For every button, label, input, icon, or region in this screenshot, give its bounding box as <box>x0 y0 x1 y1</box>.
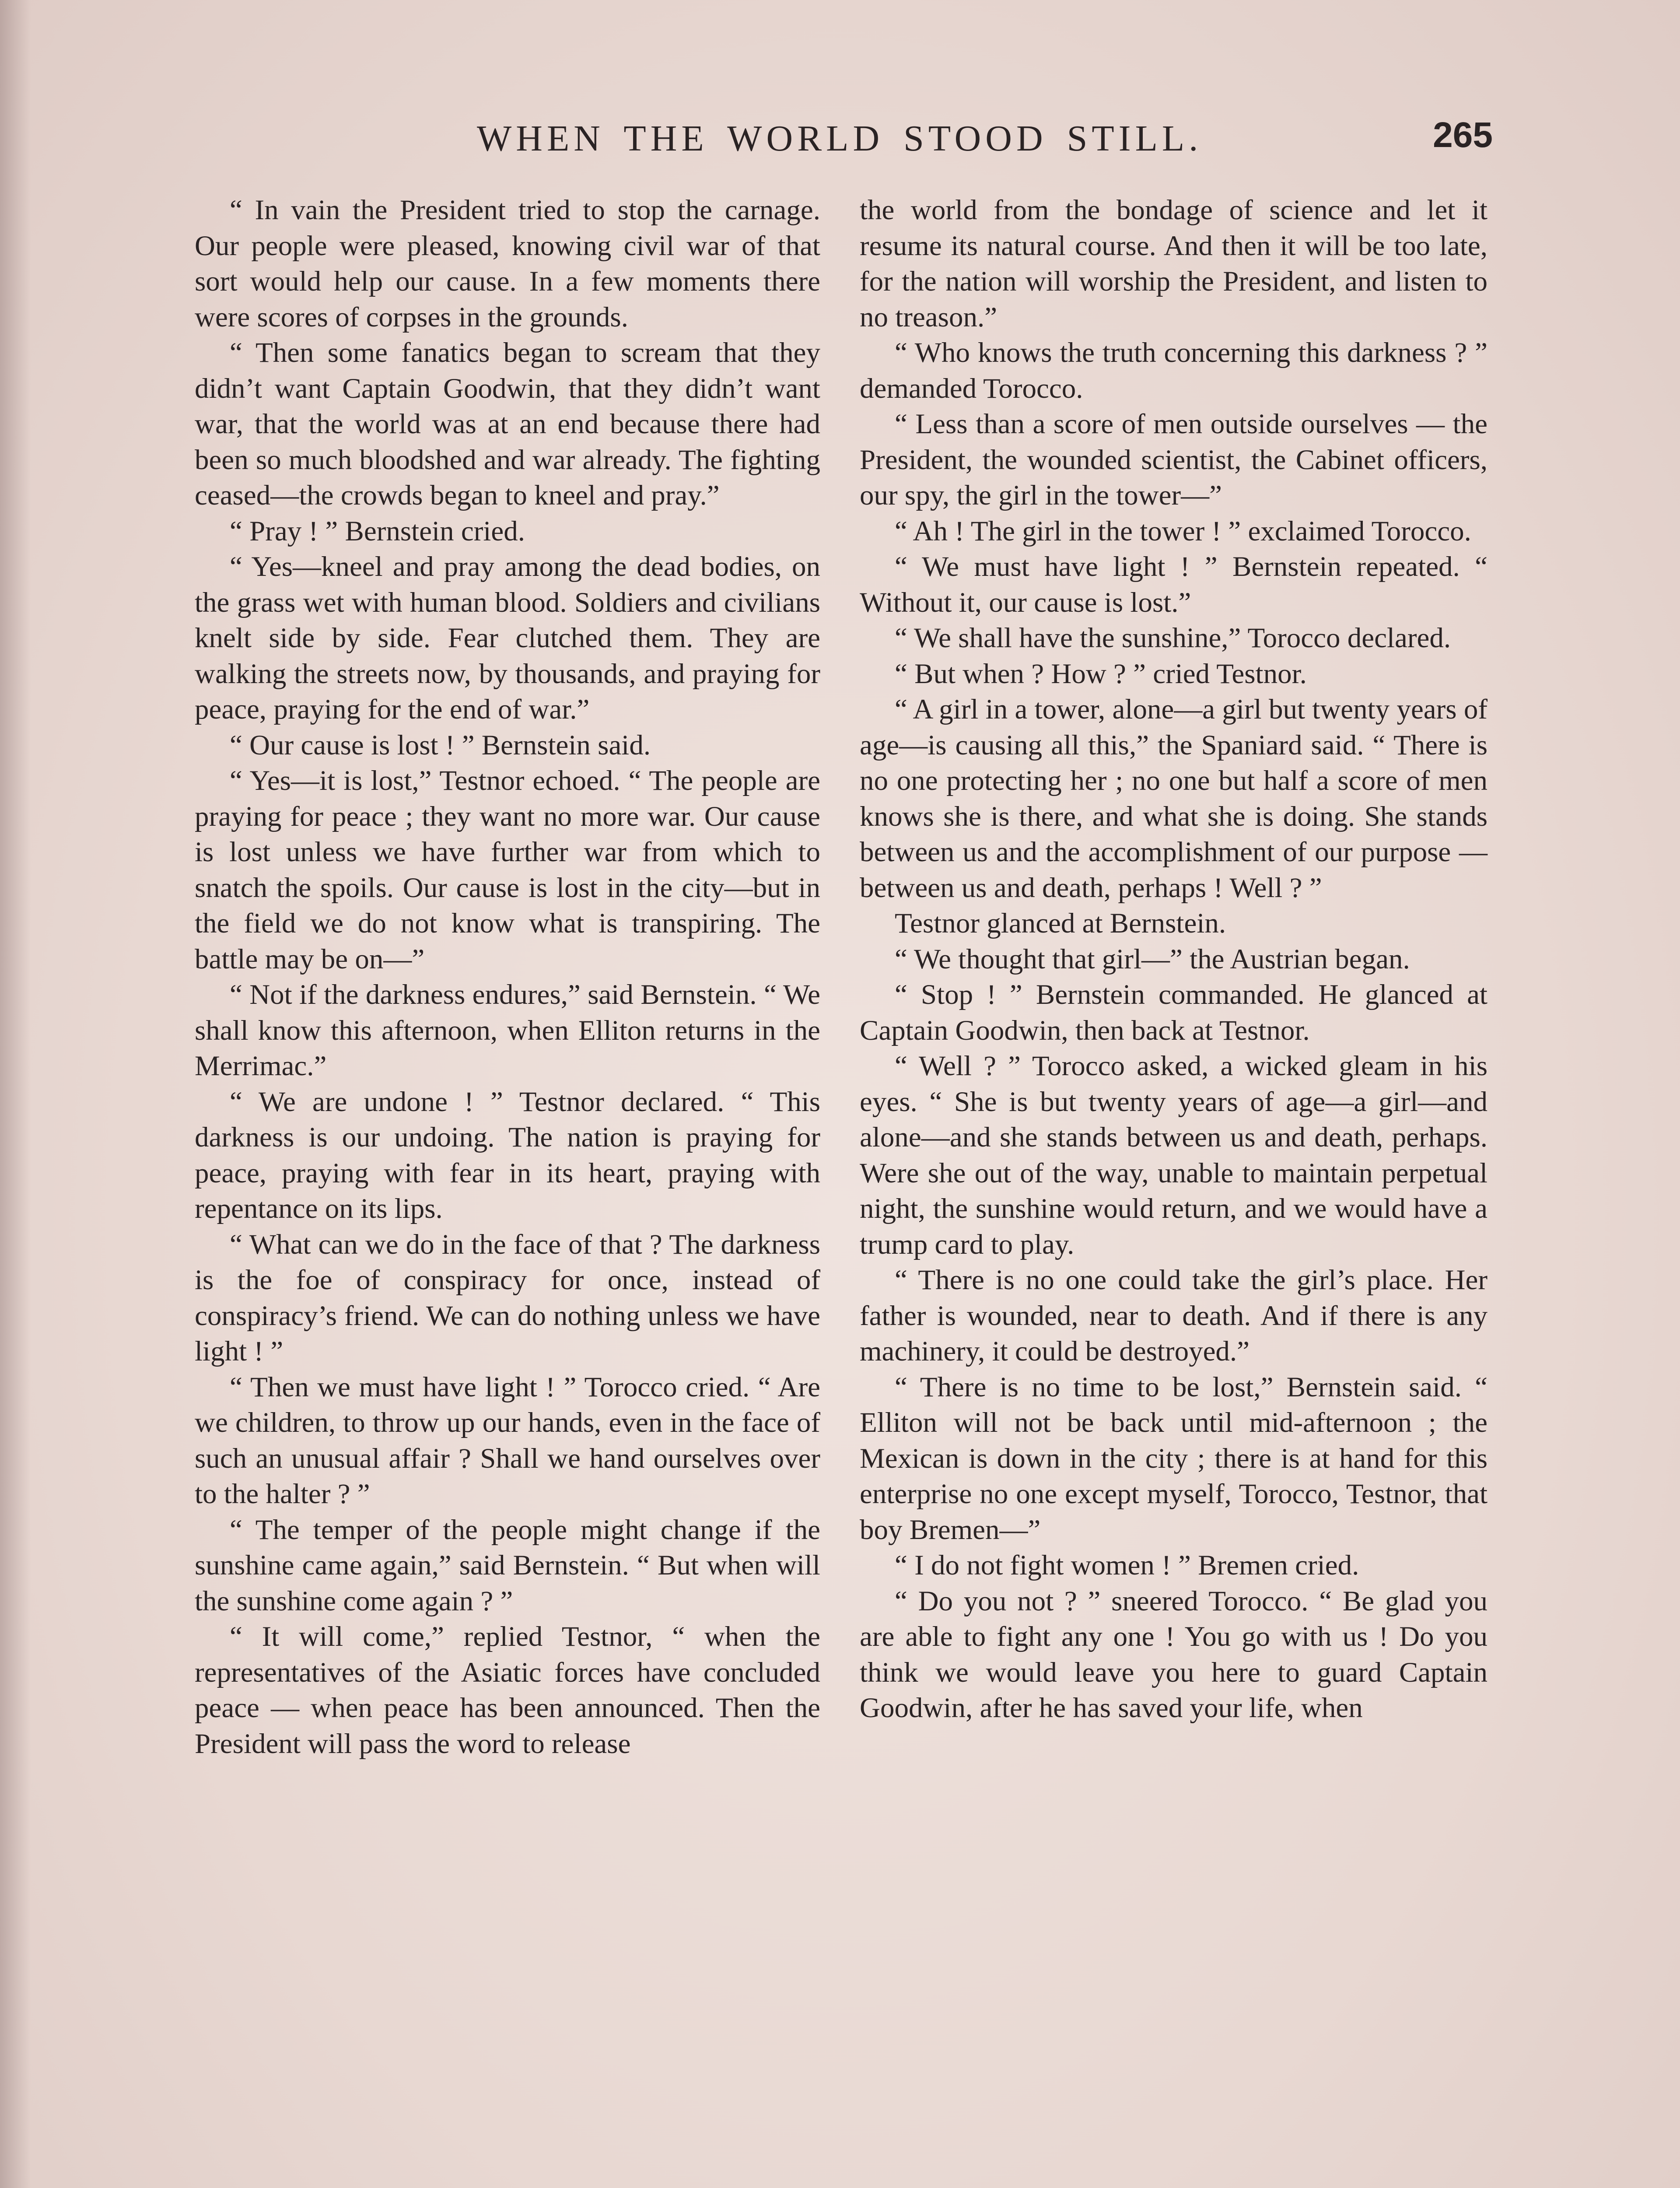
paragraph: “ Then some fanatics began to scream that they didn’t want Captain Goodwin, that they didn’t want war, that the world was at an end because there had been so much bloodshed and war already. The fighting ceased—the crowds began to kneel and pray.” <box>195 337 820 511</box>
paragraph: “ Not if the darkness endures,” said Bernstein. “ We shall know this afternoon, when Elliton returns in the Merrimac.” <box>195 979 820 1082</box>
paragraph: “ What can we do in the face of that ? The darkness is the foe of conspiracy for once, instead of conspiracy’s friend. We can do nothing unless we have light ! ” <box>195 1228 820 1367</box>
page-number: 265 <box>1433 115 1493 155</box>
paragraph: “ Do you not ? ” sneered Torocco. “ Be glad you are able to fight any one ! You go with us ! Do you think we would leave you here to guard Captain Goodwin, after he has saved your life, when <box>860 1585 1488 1724</box>
paragraph: “ We shall have the sunshine,” Torocco declared. <box>895 622 1451 654</box>
paragraph: “ A girl in a tower, alone—a girl but twenty years of age—is causing all this,” the Spaniard said. “ There is no one protecting her ; no one but half a score of men knows she is there, and what she is doing. She stands between us and the accomplishment of our purpose — between us and death, perhaps ! Well ? ” <box>860 694 1488 904</box>
paragraph: “ We thought that girl—” the Austrian began. <box>895 943 1410 975</box>
paragraph: “ In vain the President tried to stop the carnage. Our people were pleased, knowing civil war of that sort would help our cause. In a few moments there were scores of corpses in the grounds. <box>195 194 820 333</box>
paragraph: “ I do not fight women ! ” Bremen cried. <box>895 1550 1359 1581</box>
paragraph: “ Stop ! ” Bernstein commanded. He glanced at Captain Goodwin, then back at Testnor. <box>860 979 1488 1046</box>
paragraph: “ We are undone ! ” Testnor declared. “ This darkness is our undoing. The nation is praying for peace, praying with fear in its heart, praying with repentance on its lips. <box>195 1086 820 1224</box>
paragraph: “ Yes—it is lost,” Testnor echoed. “ The people are praying for peace ; they want no more war. Our cause is lost unless we have further war from which to snatch the spoils. Our cause is lost in the city—but in the field we do not know what is transpiring. The battle may be on—” <box>195 765 820 975</box>
paragraph: “ Our cause is lost ! ” Bernstein said. <box>230 729 651 761</box>
paragraph: “ Yes—kneel and pray among the dead bodies, on the grass wet with human blood. Soldiers and civilians knelt side by side. Fear clutched them. They are walking the streets now, by thousands, and praying for peace, praying for the end of war.” <box>195 551 820 725</box>
paragraph: “ Less than a score of men outside ourselves — the President, the wounded scientist, the Cabinet officers, our spy, the girl in the tower—” <box>860 408 1488 511</box>
paragraph-continued: the world from the bondage of science and let it resume its natural course. And then it will be too late, for the nation will worship the President, and listen to no treason.” <box>860 194 1488 333</box>
paragraph: “ Then we must have light ! ” Torocco cried. “ Are we children, to throw up our hands, even in the face of such an unusual affair ? Shall we hand ourselves over to the halter ? ” <box>195 1371 820 1510</box>
paragraph: “ It will come,” replied Testnor, “ when the representatives of the Asiatic forces have concluded peace — when peace has been announced. Then the President will pass the word to release <box>195 1621 820 1760</box>
paragraph: “ There is no one could take the girl’s place. Her father is wounded, near to death. And if there is any machinery, it could be destroyed.” <box>860 1264 1488 1367</box>
paragraph: “ The temper of the people might change if the sunshine came again,” said Bernstein. “ But when will the sunshine come again ? ” <box>195 1514 820 1617</box>
paragraph: “ We must have light ! ” Bernstein repeated. “ Without it, our cause is lost.” <box>860 551 1488 618</box>
paragraph: “ Who knows the truth concerning this darkness ? ” demanded Torocco. <box>860 337 1488 404</box>
paragraph: “ There is no time to be lost,” Bernstein said. “ Elliton will not be back until mid-afternoon ; the Mexican is down in the city ; there is at hand for this enterprise no one except myself, Torocco, Testnor, that boy Bremen—” <box>860 1371 1488 1546</box>
paragraph: “ But when ? How ? ” cried Testnor. <box>895 658 1307 690</box>
paragraph: “ Ah ! The girl in the tower ! ” exclaimed Torocco. <box>895 515 1471 547</box>
paragraph: Testnor glanced at Bernstein. <box>895 908 1226 939</box>
running-title: WHEN THE WORLD STOOD STILL. <box>477 118 1203 159</box>
left-column <box>195 193 820 1762</box>
paragraph: “ Well ? ” Torocco asked, a wicked gleam in his eyes. “ She is but twenty years of age—a girl—and alone—and she stands between us and death, perhaps. Were she out of the way, unable to maintain perpetual night, the sunshine would return, and we would have a trump card to play. <box>860 1050 1488 1260</box>
right-column <box>860 193 1488 1726</box>
paragraph: “ Pray ! ” Bernstein cried. <box>230 515 525 547</box>
page-gutter-shadow <box>0 0 31 2188</box>
